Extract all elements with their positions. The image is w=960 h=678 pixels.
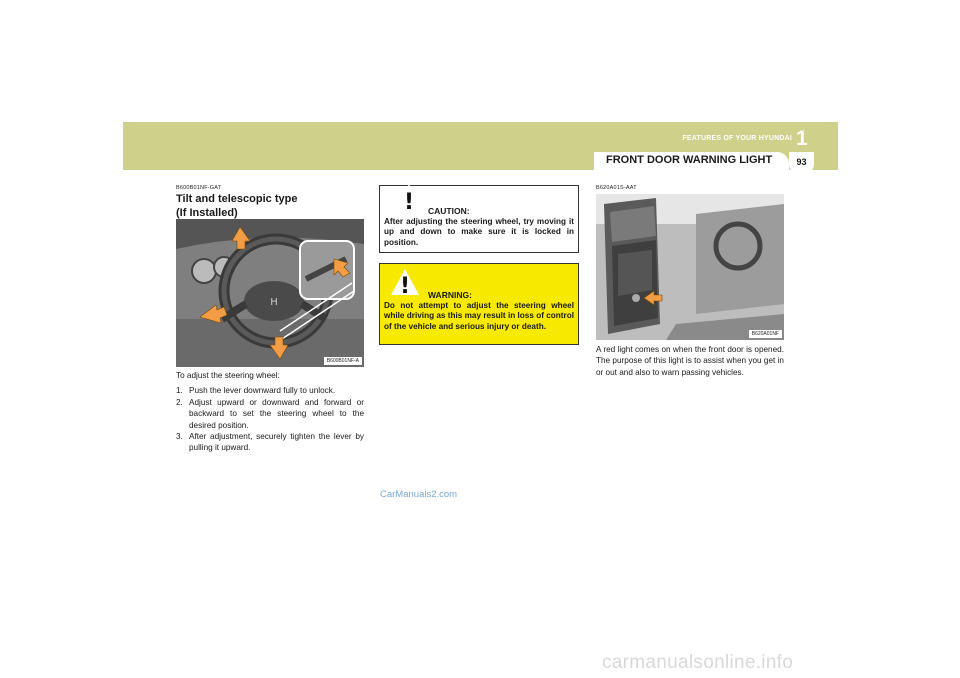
figure-label: B620A01NF	[749, 330, 782, 338]
list-item	[176, 385, 364, 396]
footer-watermark: carmanualsonline.info	[602, 652, 794, 673]
heading-line-1: Tilt and telescopic type	[176, 193, 298, 205]
step-text: Push the lever downward fully to unlock.	[189, 386, 336, 396]
list-item	[176, 397, 364, 431]
warning-triangle-icon	[394, 184, 424, 212]
svg-text:H: H	[270, 297, 278, 308]
section-heading	[176, 192, 297, 220]
section-code: B620A01S-AAT	[596, 185, 637, 191]
list-item	[176, 431, 364, 454]
page-number: 93	[796, 157, 807, 167]
figure-label: B600B01NF-A	[324, 357, 362, 365]
step-text: After adjustment, securely tighten the lever by pulling it upward.	[189, 432, 364, 453]
adjust-instructions	[176, 370, 364, 454]
warning-text: Do not attempt to adjust the steering wheel while driving as this may result in loss of control of the vehicle and serious injury or death.	[384, 301, 574, 331]
section-code: B600B01NF-GAT	[176, 185, 222, 191]
heading-line-2: (If Installed)	[176, 207, 238, 219]
svg-text:!: !	[403, 190, 415, 212]
step-text: Adjust upward or downward and forward or backward to set the steering wheel to the desired position.	[189, 397, 364, 430]
caution-box	[379, 185, 579, 253]
step-number: 1.	[176, 386, 183, 396]
door-light-text: A red light comes on when the front door is opened. The purpose of this light is to assist when you get in or out and also to warn passing vehicles.	[596, 345, 784, 377]
step-number: 3.	[176, 432, 183, 442]
step-number: 2.	[176, 397, 183, 407]
steering-wheel-illustration	[176, 219, 364, 367]
svg-text:!: !	[399, 274, 411, 296]
intro-text: To adjust the steering wheel:	[176, 371, 280, 380]
caution-title: CAUTION:	[428, 206, 470, 216]
warning-title: WARNING:	[428, 290, 472, 300]
watermark-text: CarManuals2.com	[380, 489, 458, 500]
front-door-figure	[596, 194, 784, 340]
chapter-number: 1	[796, 127, 808, 150]
steps-list	[176, 385, 364, 453]
caution-text: After adjusting the steering wheel, try moving it up and down to make sure it is locked in position.	[384, 217, 574, 247]
warning-triangle-icon	[390, 268, 420, 296]
steering-wheel-figure	[176, 219, 364, 367]
warning-box	[379, 263, 579, 345]
chapter-title: FEATURES OF YOUR HYUNDAI	[682, 135, 792, 142]
open-door-illustration	[596, 194, 784, 340]
section-title: FRONT DOOR WARNING LIGHT	[606, 154, 773, 166]
